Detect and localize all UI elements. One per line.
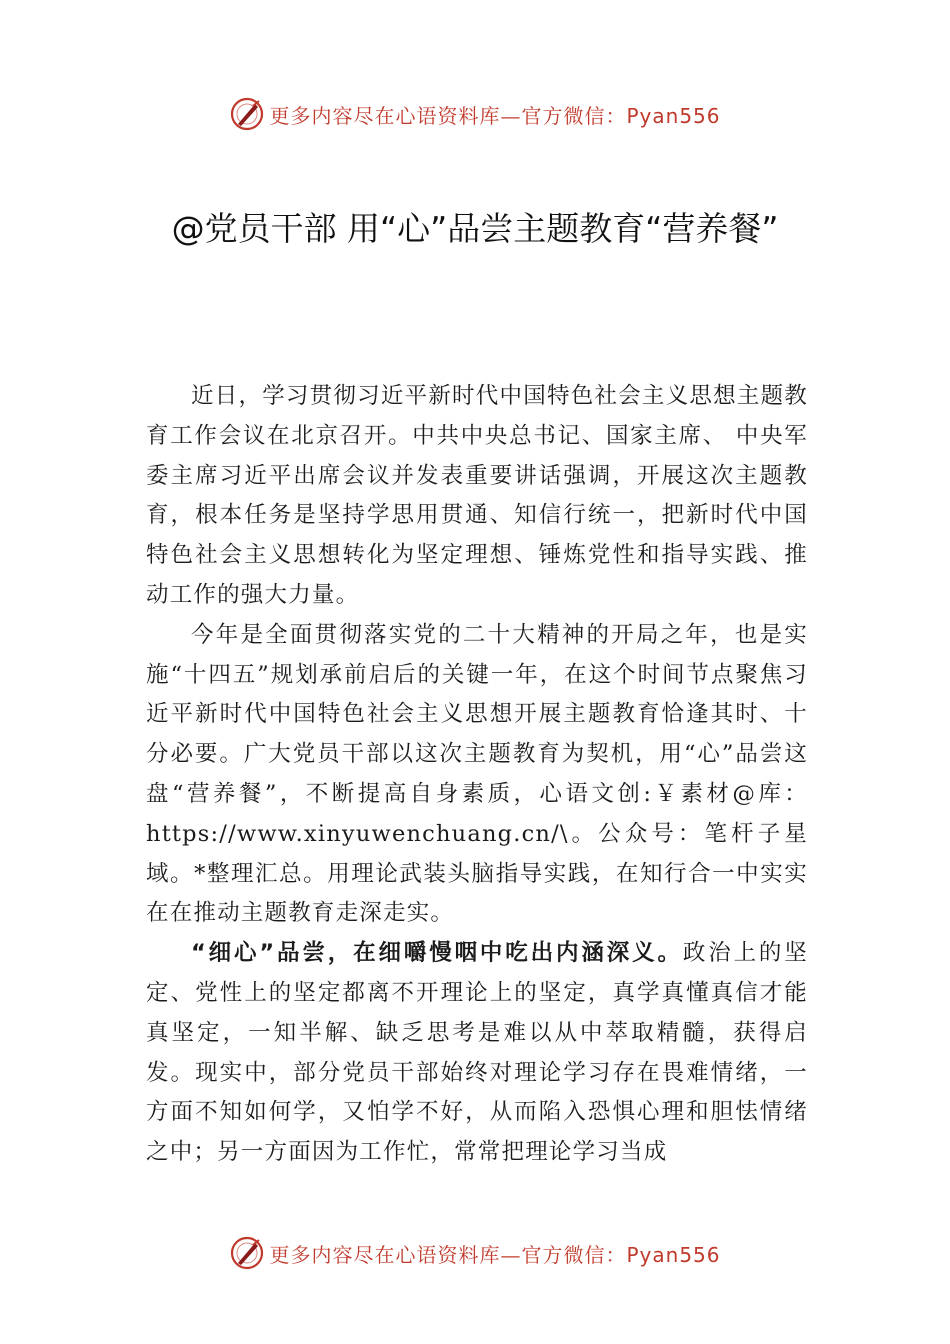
paragraph: 近日，学习贯彻习近平新时代中国特色社会主义思想主题教育工作会议在北京召开。中共中央总书记、国家主席、 中央军委主席习近平出席会议并发表重要讲话强调，开展这次主题教育，根本任务是坚持学思用贯通、知信行统一，把新时代中国特色社会主义思想转化为坚定理想、锤炼党性和指导实践、推动工作的强大力量。 xyxy=(146,383,808,608)
footer-banner xyxy=(0,1231,950,1275)
fountain-pen-seal-icon xyxy=(229,96,265,132)
paragraph xyxy=(146,934,808,1173)
banner-text: 更多内容尽在心语资料库—官方微信：Pyan556 xyxy=(269,103,721,128)
section-lead: “细心”品尝，在细嚼慢咽中吃出内涵深义。 xyxy=(191,940,683,967)
paragraph: 今年是全面贯彻落实党的二十大精神的开局之年，也是实施“十四五”规划承前启后的关键一年，在这个时间节点聚焦习近平新时代中国特色社会主义思想开展主题教育恰逢其时、十分必要。广大党员干部以这次主题教育为契机，用“心”品尝这盘“营养餐”，不断提高自身素质，心语文创:￥素材@库：https://www.xinyuwenchuang.cn/\。公众号：笔杆子星域。*整理汇总。用理论武装头脑指导实践，在知行合一中实实在在推动主题教育走深走实。 xyxy=(146,621,808,927)
section-text: 政治上的坚定、党性上的坚定都离不开理论上的坚定，真学真懂真信才能真坚定，一知半解、缺乏思考是难以从中萃取精髓，获得启发。现实中，部分党员干部始终对理论学习存在畏难情绪，一方面不知如何学，又怕学不好，从而陷入恐惧心理和胆怯情绪之中；另一方面因为工作忙，常常把理论学习当成 xyxy=(146,940,808,1166)
fountain-pen-seal-icon xyxy=(229,1235,265,1271)
article-title: @党员干部 用“心”品尝主题教育“营养餐” xyxy=(171,209,779,248)
banner-text: 更多内容尽在心语资料库—官方微信：Pyan556 xyxy=(269,1242,721,1267)
header-banner xyxy=(0,92,950,136)
article-body xyxy=(146,377,808,1173)
